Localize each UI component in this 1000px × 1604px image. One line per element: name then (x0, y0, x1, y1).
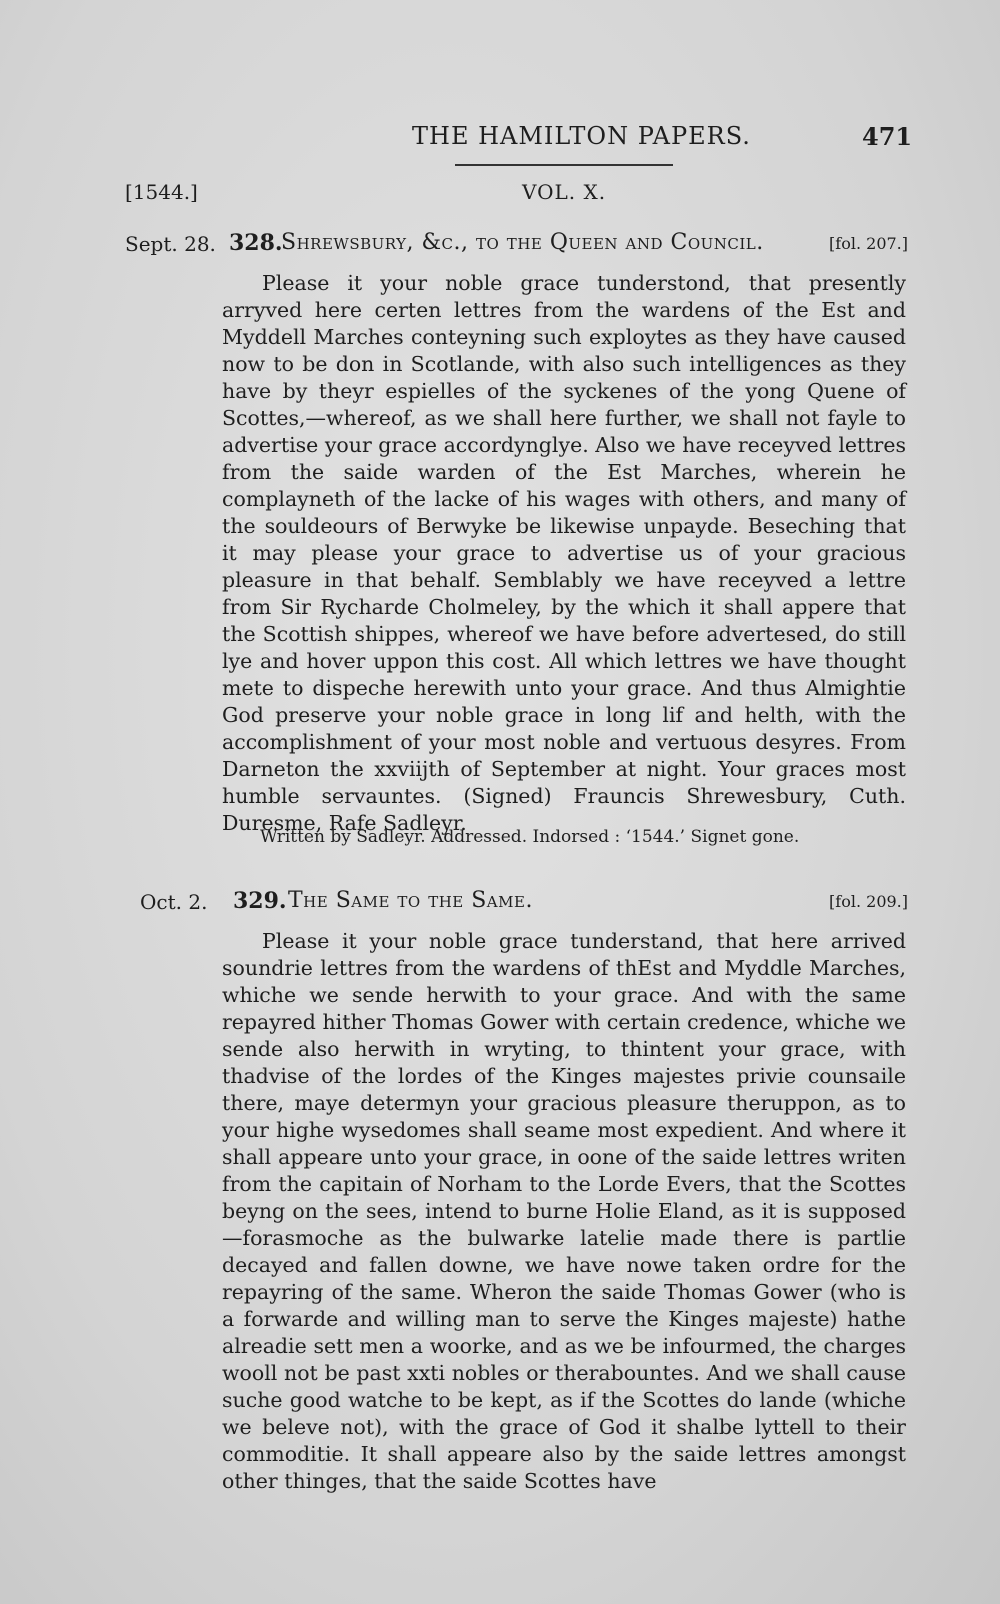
title-rule (455, 164, 673, 166)
running-head (0, 122, 1000, 162)
volume-label: VOL. X. (522, 180, 607, 204)
entry-number: 329. (233, 888, 287, 914)
entry-body: Please it your noble grace tunderstond, that presently arryved here certen lettres from the wardens of the Est and Myddell Marches conteyning such exploytes as they have caused now to be don in Scotlande, with also such intelligences as they have by theyr espielles of the syckenes of the yong Quene of Scottes,—whereof, as we shall here further, we shall not fayle to advertise your grace accordynglye. Also we have receyved lettres from the saide warden of the Est Marches, wherein he complayneth of the lacke of his wages with others, and many of the souldeours of Berwyke be likewise unpayde. Beseching that it may please your grace to advertise us of your gracious pleasure in that behalf. Semblably we have receyved a lettre from Sir Rycharde Cholmeley, by the which it shall appere that the Scottish shippes, whereof we have before advertesed, do still lye and hover uppon this cost. All which lettres we have thought mete to dispeche herewith unto your grace. And thus Almightie God preserve your noble grace in long lif and helth, with the accomplishment of your most noble and vertuous desyres. From Darneton the xxviijth of September at night. Your graces most humble servauntes. (Signed) Frauncis Shrewesbury, Cuth. Duresme, Rafe Sadleyr. (222, 271, 906, 835)
entry-title: Shrewsbury, &c., to the Queen and Council. (281, 230, 764, 255)
year-label: [1544.] (125, 180, 198, 204)
entry-note: Written by Sadleyr. Addressed. Indorsed : ‘1544.’ Signet gone. (260, 827, 800, 847)
entry-title: The Same to the Same. (288, 888, 533, 913)
entry-date: Sept. 28. (125, 232, 216, 256)
entry-date: Oct. 2. (140, 890, 208, 914)
entry-heading (0, 888, 1000, 920)
page-number: 471 (862, 122, 913, 151)
entry-heading (0, 230, 1000, 262)
entry-body: Please it your noble grace tunderstand, that here arrived soundrie lettres from the wardens of thEst and Myddle Marches, whiche we sende herwith to your grace. And with the same repayred hither Thomas Gower with certain credence, whiche we sende also herwith in wryting, to thintent your grace, with thadvise of the lordes of the Kinges majestes privie counsaile there, maye determyn your gracious pleasure theruppon, as to your highe wysedomes shall seame most expedient. And where it shall appeare unto your grace, in oone of the saide lettres writen from the capitain of Norham to the Lorde Evers, that the Scottes beyng on the sees, intend to burne Holie Eland, as it is supposed—forasmoche as the bulwarke latelie made there is partlie decayed and fallen downe, we have nowe taken ordre for the repayring of the same. Wheron the saide Thomas Gower (who is a forwarde and willing man to serve the Kinges majeste) hathe alreadie sett men a woorke, and as we be infourmed, the charges wooll not be past xxti nobles or therabountes. And we shall cause suche good watche to be kept, as if the Scottes do lande (whiche we beleve not), with the grace of God it shalbe lyttell to their commoditie. It shall appeare also by the saide lettres amongst other thinges, that the saide Scottes have (222, 929, 906, 1493)
folio-reference: [fol. 209.] (829, 892, 908, 911)
folio-reference: [fol. 207.] (829, 234, 908, 253)
running-title: THE HAMILTON PAPERS. (412, 122, 751, 150)
entry-number: 328. (229, 230, 283, 256)
